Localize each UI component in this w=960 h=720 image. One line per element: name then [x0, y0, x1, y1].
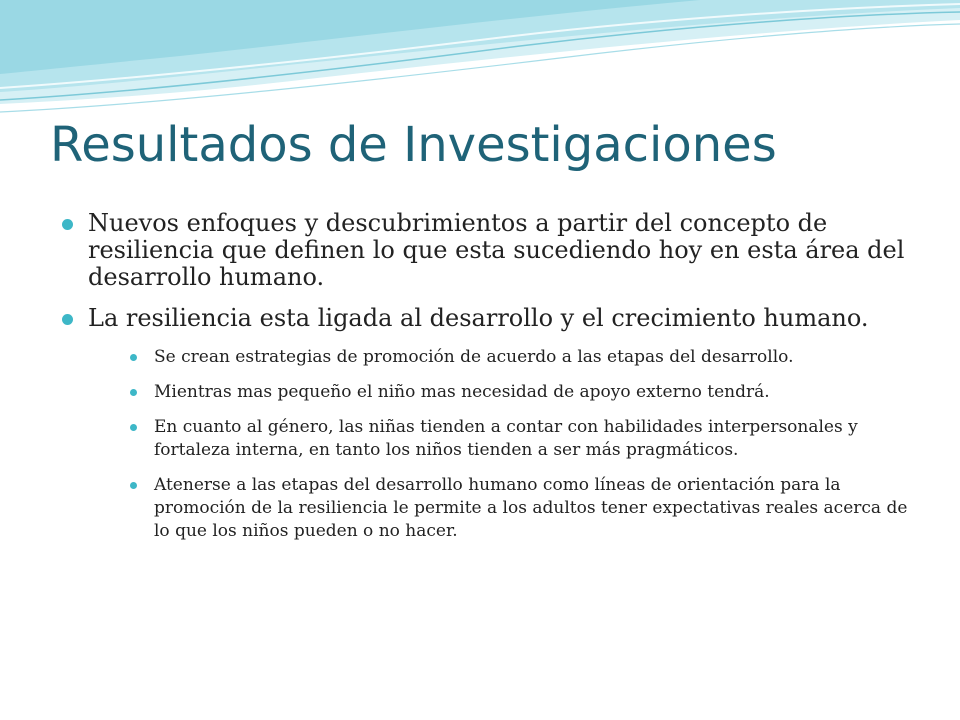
header-wave-decoration: [0, 0, 960, 130]
slide-content: [62, 210, 922, 555]
sub-bullet-text: En cuanto al género, las niñas tienden a contar con habilidades interpersonales y fortaleza interna, en tanto los niños tienden a ser más pragmáticos.: [154, 417, 858, 460]
bullet-dot-icon: [130, 424, 137, 431]
sub-bullet-text: Se crean estrategias de promoción de acuerdo a las etapas del desarrollo.: [154, 347, 794, 367]
bullet-item: [62, 210, 922, 291]
slide-title: Resultados de Investigaciones: [50, 117, 777, 173]
bullet-dot-icon: [62, 219, 73, 230]
sub-bullet-text: Mientras mas pequeño el niño mas necesidad de apoyo externo tendrá.: [154, 382, 770, 402]
sub-bullet-item: [126, 474, 922, 543]
bullet-text: La resiliencia esta ligada al desarrollo y el crecimiento humano.: [88, 304, 869, 332]
bullet-text: Nuevos enfoques y descubrimientos a partir del concepto de resiliencia que definen lo que esta sucediendo hoy en esta área del desarrollo humano.: [88, 209, 905, 291]
bullet-dot-icon: [130, 389, 137, 396]
bullet-dot-icon: [62, 314, 73, 325]
sub-bullet-item: [126, 381, 922, 404]
sub-bullet-text: Atenerse a las etapas del desarrollo humano como líneas de orientación para la promoción de la resiliencia le permite a los adultos tener expectativas reales acerca de lo que los niños pueden o no hacer.: [154, 475, 908, 541]
sub-bullet-list: [126, 346, 922, 543]
bullet-dot-icon: [130, 482, 137, 489]
bullet-dot-icon: [130, 354, 137, 361]
sub-bullet-item: [126, 416, 922, 462]
sub-bullet-item: [126, 346, 922, 369]
bullet-item: [62, 305, 922, 332]
